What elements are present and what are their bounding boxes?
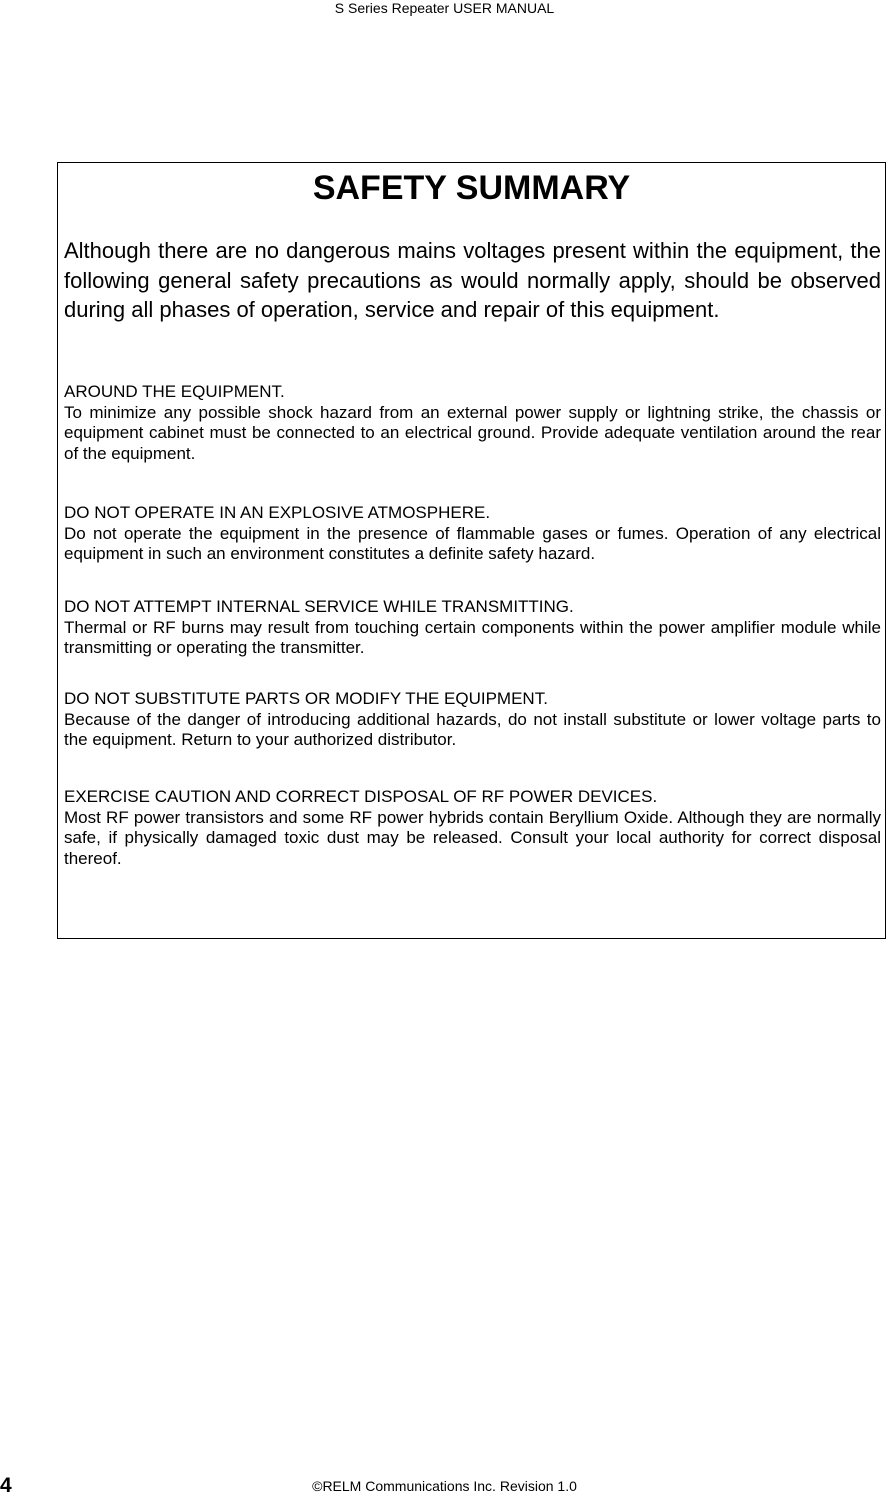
page-number: 4 — [0, 1474, 12, 1497]
safety-section-rf-disposal — [64, 787, 881, 869]
safety-intro-paragraph: Although there are no dangerous mains voltages present within the equipment, the following general safety precautions as would normally apply, should be observed during all phases of operation, service and repair of this equipment. — [64, 238, 881, 322]
section-heading: AROUND THE EQUIPMENT. — [64, 382, 285, 401]
section-heading: DO NOT SUBSTITUTE PARTS OR MODIFY THE EQUIPMENT. — [64, 689, 548, 708]
section-heading: EXERCISE CAUTION AND CORRECT DISPOSAL OF RF POWER DEVICES. — [64, 787, 658, 806]
section-body: Because of the danger of introducing additional hazards, do not install substitute or lower voltage parts to the equipment. Return to your authorized distributor. — [64, 709, 881, 749]
section-body: Most RF power transistors and some RF power hybrids contain Beryllium Oxide. Although they are normally safe, if physically damaged toxic dust may be released. Consult your local authority for correct disposal thereof. — [64, 807, 881, 868]
section-heading: DO NOT ATTEMPT INTERNAL SERVICE WHILE TRANSMITTING. — [64, 597, 574, 616]
section-body: Thermal or RF burns may result from touching certain components within the power amplifier module while transmitting or operating the transmitter. — [64, 617, 881, 657]
footer-copyright: ©RELM Communications Inc. Revision 1.0 — [312, 1478, 577, 1494]
safety-section-around-equipment — [64, 382, 881, 464]
section-body: To minimize any possible shock hazard from an external power supply or lightning strike, the chassis or equipment cabinet must be connected to an electrical ground. Provide adequate ventilation around the rear of the equipment. — [64, 402, 881, 463]
safety-section-explosive-atmosphere — [64, 503, 881, 565]
running-header: S Series Repeater USER MANUAL — [334, 0, 555, 16]
safety-section-substitute-parts — [64, 689, 881, 751]
safety-section-internal-service — [64, 597, 881, 659]
safety-summary-title: SAFETY SUMMARY — [312, 169, 631, 207]
section-body: Do not operate the equipment in the presence of flammable gases or fumes. Operation of any electrical equipment in such an environment constitutes a definite safety hazard. — [64, 523, 881, 563]
section-heading: DO NOT OPERATE IN AN EXPLOSIVE ATMOSPHERE. — [64, 503, 491, 522]
